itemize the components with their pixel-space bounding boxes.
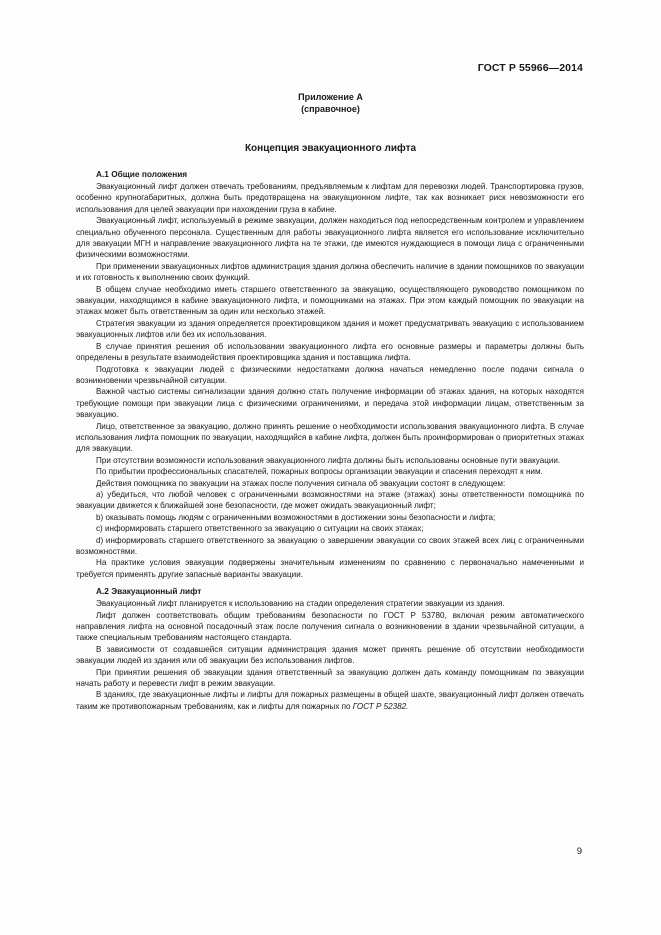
paragraph: По прибытии профессиональных спасателей, пожарных вопросы организации эвакуации и спасения переходят к ним. (96, 467, 543, 477)
paragraph: В случае принятия решения об использовании эвакуационного лифта его основные размеры и параметры должны быть определены в результате взаимодействия проектировщика здания и поставщика лифта. (76, 341, 584, 363)
paragraph: На практике условия эвакуации подвержены значительным изменениям по сравнению с первоначально намеченными и требуется применять другие запасные варианты эвакуации. (76, 558, 584, 579)
appendix-header (0, 91, 661, 115)
paragraph: Лицо, ответственное за эвакуацию, должно принять решение о необходимости использования эвакуационного лифта. В случае использования лифта помощник по эвакуации, находящийся в кабине лифта, должен быть проинформирован о приоритетных этажах для эвакуации. (76, 421, 584, 454)
list-item: b) оказывать помощь людям с ограниченными возможностями в достижении зоны безопасности и лифта; (96, 512, 496, 522)
paragraph: Лифт должен соответствовать общим требованиям безопасности по ГОСТ Р 53780, включая режим автоматического направления лифта на основной посадочный этаж после получения сигнала о возникновении в здании чрезвычайной ситуации, а также специальным требованиям настоящего стандарта. (76, 610, 584, 643)
paragraph: Эвакуационный лифт планируется к использованию на стадии определения стратегии эвакуации из здания. (96, 599, 505, 609)
document-title: Концепция эвакуационного лифта (244, 143, 417, 154)
page-number: 9 (576, 846, 582, 857)
paragraph (76, 689, 584, 712)
paragraph-text: В зданиях, где эвакуационные лифты и лифты для пожарных размещены в общей шахте, эвакуационный лифт должен отвечать таким же противопожарным требованиям, как и лифты для пожарных по (76, 690, 584, 711)
standard-reference: ГОСТ Р 52382. (352, 701, 409, 711)
paragraph: Эвакуационный лифт должен отвечать требованиям, предъявляемым к лифтам для перевозки людей. Транспортировка грузов, особенно крупногабаритных, должна быть предотвращена на эвакуационном лифте, так как возникает риск невозможности его использования для целей эвакуации при нахождении груза в кабине. (76, 182, 584, 214)
paragraph: При отсутствии возможности использования эвакуационного лифта должны быть использованы основные пути эвакуации. (96, 455, 561, 465)
paragraph: При применении эвакуационных лифтов администрация здания должна обеспечить наличие в здании помощников по эвакуации и их готовность к выполнению своих функций. (76, 261, 584, 283)
list-item: а) убедиться, что любой человек с ограниченными возможностями на этаже (этажах) зоны ответственности помощника по эвакуации движется к ближайшей зоне безопасности, где может ожидать эвакуационный лифт; (76, 489, 584, 511)
paragraph: В зависимости от создавшейся ситуации администрация здания может принять решение об отсутствии необходимости эвакуации людей из здания или об эвакуации без использования лифтов. (76, 644, 584, 666)
paragraph: Подготовка к эвакуации людей с физическими недостатками должна начаться немедленно после подачи сигнала о возникновении чрезвычайной ситуации. (76, 364, 584, 385)
list-item: d) информировать старшего ответственного за эвакуацию о завершении эвакуации со своих этажей всех лиц с ограниченными возможностями. (76, 535, 584, 556)
paragraph: Действия помощника по эвакуации на этажах после получения сигнала об эвакуации состоят в следующем: (96, 478, 506, 488)
appendix-note: (справочное) (301, 104, 360, 114)
paragraph: В общем случае необходимо иметь старшего ответственного за эвакуацию, осуществляющего руководство помощником по эвакуации, находящимся в кабине эвакуационного лифта, и помощниками на этажах. При этом каждый помощник по эвакуации на этажах может быть ответственным за один или несколько этажей. (76, 284, 584, 317)
paragraph: Стратегия эвакуации из здания определяется проектировщиком здания и может предусматривать эвакуацию с использованием эвакуационных лифтов или без их использования. (76, 318, 584, 340)
section-heading: А.1 Общие положения (96, 169, 188, 179)
section-heading: А.2 Эвакуационный лифт (96, 586, 202, 597)
paragraph: Важной частью системы сигнализации здания должно стать получение информации об этажах здания, на которых находятся требующие помощи при эвакуации лица с физическими ограничениями, и передача этой информации лицам, ответственным за эвакуацию. (76, 387, 584, 420)
document-body (76, 168, 584, 712)
paragraph: При принятии решения об эвакуации здания ответственный за эвакуацию должен дать команду помощникам по эвакуации начать работу и перевести лифт в режим эвакуации. (76, 667, 584, 689)
standard-number: ГОСТ Р 55966—2014 (477, 62, 583, 74)
appendix-title: Приложение А (298, 92, 363, 102)
list-item: с) информировать старшего ответственного за эвакуацию о ситуации на своих этажах; (96, 524, 424, 534)
paragraph: Эвакуационный лифт, используемый в режиме эвакуации, должен находиться под непосредственным контролем и управлением специально обученного персонала. Существенным для работы эвакуационного лифта является его использование исключительно для эвакуации МГН и направление эвакуационного лифта на те этажи, где имеются нуждающиеся в помощи лица с ограниченными физическими возможностями. (76, 216, 584, 260)
